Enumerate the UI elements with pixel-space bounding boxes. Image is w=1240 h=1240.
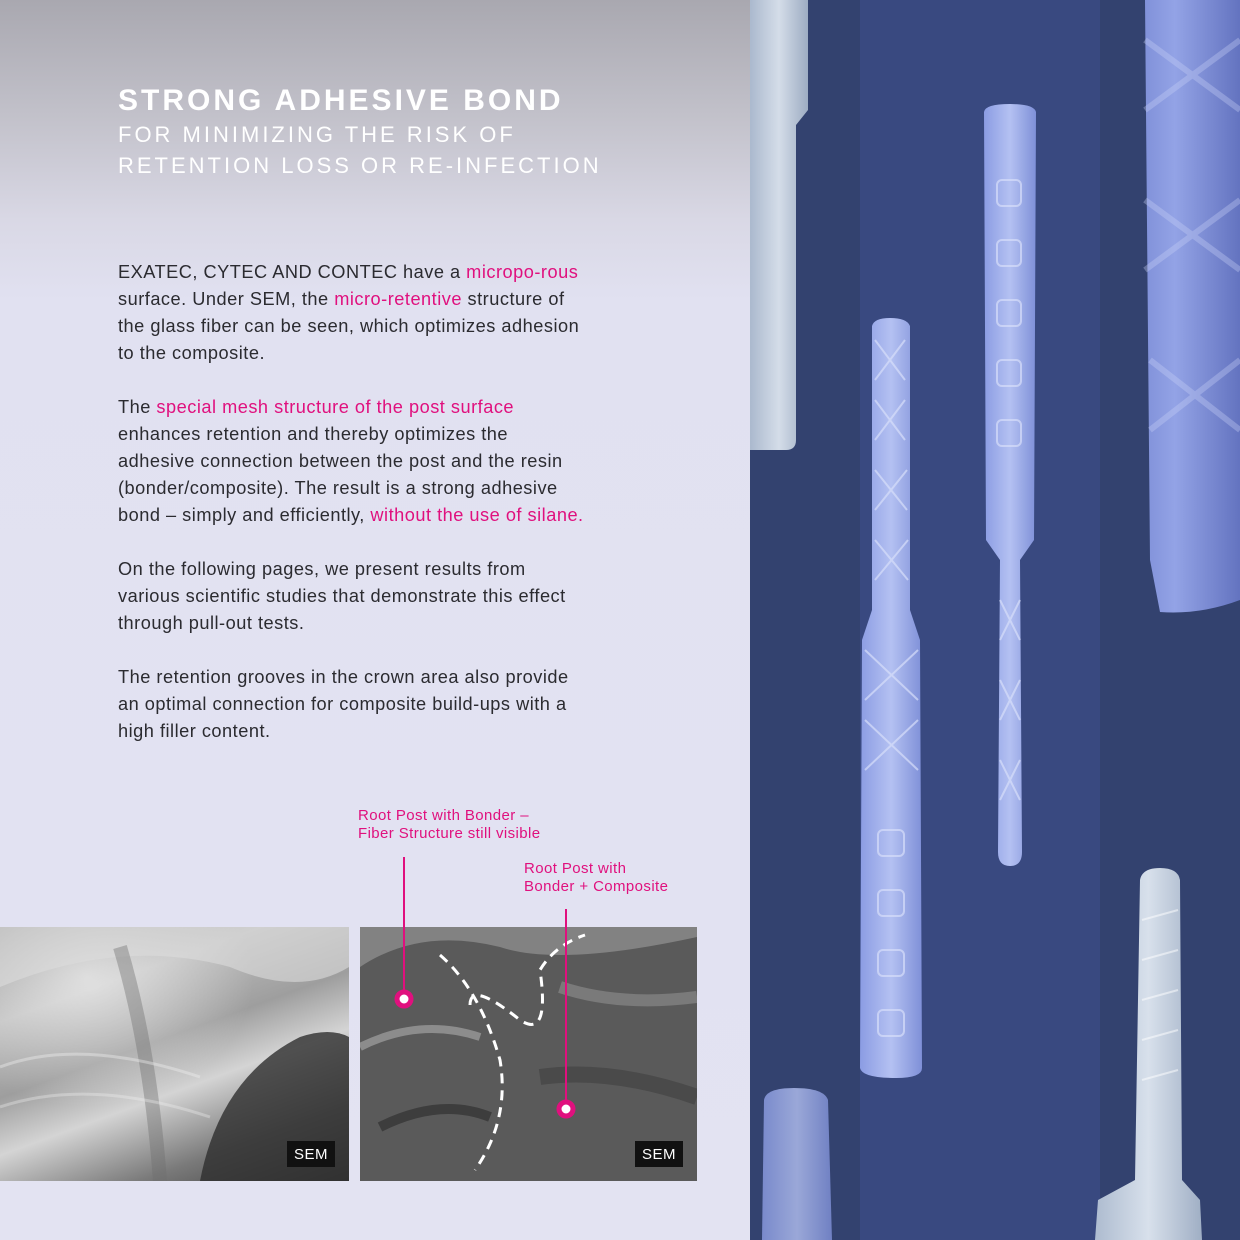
paragraph-text: structure of the glass fiber can be seen, which optimizes adhesion to the composite. — [118, 289, 580, 363]
fiber-posts-photo — [750, 0, 1240, 1240]
highlight-without-silane: without the use of silane. — [370, 505, 584, 525]
highlight-micro-retentive: micro-retentive — [334, 289, 462, 309]
paragraph-studies: On the following pages, we present results from various scientific studies that demonstrate this effect through pull-out tests. — [118, 559, 566, 633]
sem-image-bonder-composite — [360, 927, 697, 1181]
paragraph-mesh-structure — [118, 394, 588, 529]
page-subtitle-line-2: RETENTION LOSS OR RE-INFECTION — [118, 153, 602, 178]
callout-line: Root Post with — [524, 860, 627, 877]
callout-line: Bonder + Composite — [524, 878, 669, 895]
body-text — [118, 259, 588, 772]
sem-badge: SEM — [287, 1141, 335, 1167]
callout-bonder-fiber — [358, 807, 540, 843]
paragraph-retention-grooves: The retention grooves in the crown area also provide an optimal connection for composite build-ups with a high filler content. — [118, 667, 569, 741]
paragraph-text: enhances retention and thereby optimizes the adhesive connection between the post and the resin (bonder/composite). The result is a strong adhesive bond – simply and efficiently, — [118, 424, 563, 525]
paragraph-microporous — [118, 259, 588, 367]
highlight-microporous: micropo-rous — [466, 262, 579, 282]
sem-badge: SEM — [635, 1141, 683, 1167]
callout-line: Root Post with Bonder – — [358, 807, 529, 824]
callout-bonder-composite — [524, 860, 668, 896]
fiber-posts-illustration — [750, 0, 1240, 1240]
paragraph-text: surface. Under SEM, the — [118, 289, 335, 309]
callout-line: Fiber Structure still visible — [358, 825, 541, 842]
paragraph-text: EXATEC, CYTEC AND CONTEC have a — [118, 262, 467, 282]
page-subtitle-line-1: FOR MINIMIZING THE RISK OF — [118, 122, 516, 147]
headline — [118, 84, 678, 180]
sem-image-post-surface — [0, 927, 349, 1181]
page-title: STRONG ADHESIVE BOND — [118, 84, 564, 117]
paragraph-text: The — [118, 397, 157, 417]
highlight-mesh-structure: special mesh structure of the post surface — [156, 397, 515, 417]
